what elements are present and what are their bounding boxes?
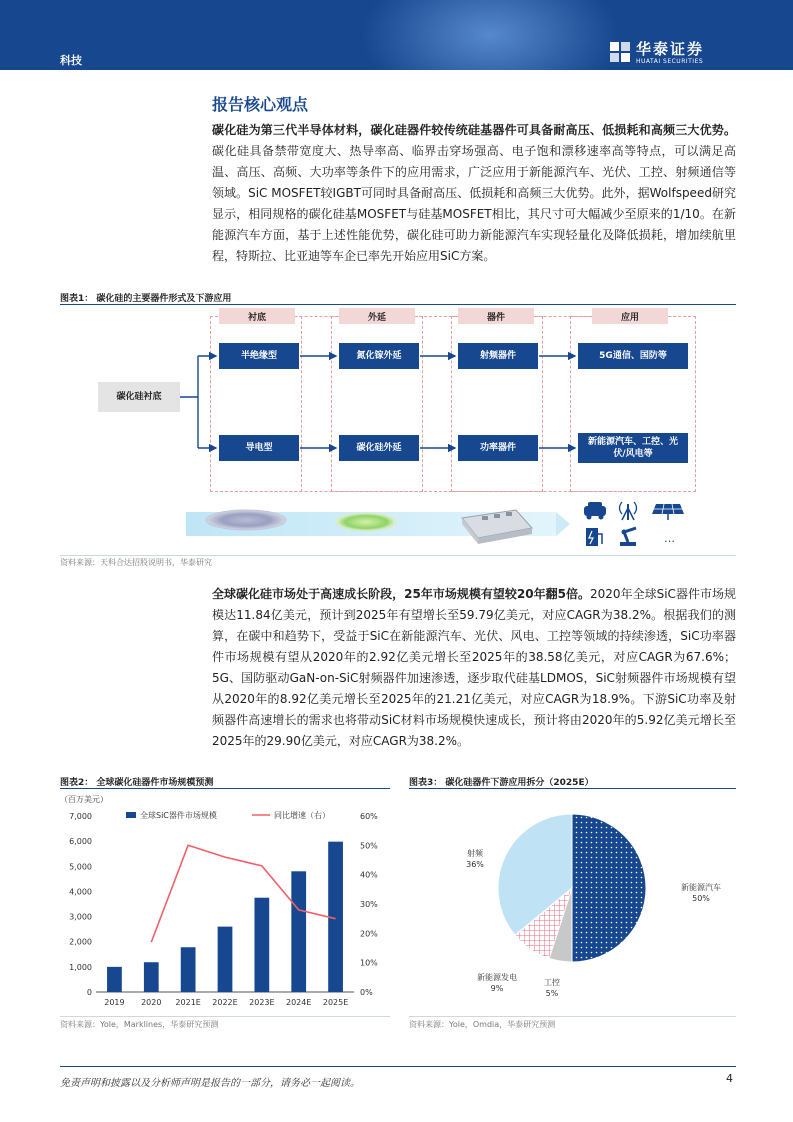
node-rf-device: 射频器件 bbox=[458, 343, 538, 369]
brand-sub: HUATAI SECURITIES bbox=[636, 58, 704, 65]
figure1-bottom-rule bbox=[60, 555, 736, 556]
bar-2023E bbox=[254, 898, 269, 992]
paragraph-intro-body: 碳化硅具备禁带宽度大、热导率高、临界击穿场强高、电子饱和漂移速率高等特点，可以满足高温、高压、高频、大功率等条件下的应用需求，广泛应用于新能源汽车、光伏、工控、射频通信等领域。SiC MOSFET较IGBT可同时具备耐高压、低损耗和高频三大优势。此外，据Wolfspeed研究显示，相同规格的碳化硅基MOSFET与硅基MOSFET相比，其尺寸可大幅减少至原来的1/10。在新能源汽车方面，基于上述性能优势，碳化硅可助力新能源汽车实现轻量化及降低损耗，增加续航里程，特斯拉、比亚迪等车企已率先开始应用SiC方案。 bbox=[212, 144, 736, 263]
section-label: 科技 bbox=[60, 54, 82, 67]
x-tick-label: 2025E bbox=[322, 998, 349, 1007]
legend-bar-swatch bbox=[126, 812, 136, 818]
paragraph-intro-lead: 碳化硅为第三代半导体材料，碳化硅器件较传统硅基器件可具备耐高压、低损耗和高频三大优势。 bbox=[212, 123, 736, 137]
car-icon bbox=[584, 502, 606, 520]
figure3-source: 资料来源：Yole，Omdia，华泰研究预测 bbox=[409, 1020, 556, 1029]
brand-name: 华泰证券 bbox=[636, 40, 705, 58]
node-conductive: 导电型 bbox=[219, 435, 299, 461]
bar-2022E bbox=[218, 927, 233, 992]
figure1-title: 图表1： 碳化硅的主要器件形式及下游应用 bbox=[60, 294, 232, 304]
pie-value-label: 36% bbox=[466, 860, 484, 869]
figure1-top-rule bbox=[60, 304, 736, 305]
y-tick-label: 2,000 bbox=[69, 937, 92, 947]
figure1-product-banner bbox=[186, 498, 696, 552]
y-tick-label: 3,000 bbox=[69, 912, 92, 922]
pie-value-label: 5% bbox=[545, 989, 559, 998]
header-banner bbox=[0, 0, 793, 70]
figure2-source: 资料来源：Yole，Marklines，华泰研究预测 bbox=[60, 1020, 219, 1029]
y2-tick-label: 60% bbox=[360, 812, 378, 821]
node-app-5g: 5G通信、国防等 bbox=[578, 343, 688, 369]
paragraph-market-body: 2020年全球SiC器件市场规模达11.84亿美元，预计到2025年有望增长至59.79亿美元，对应CAGR为38.2%。根据我们的测算，在碳中和趋势下，受益于SiC在新能源汽车、光伏、风电、工控等领域的持续渗透，SiC功率器件市场规模有望从2020年的2.92亿美元增长至2025年的38.58亿美元，对应CAGR为67.6%；5G、国防驱动GaN-on-SiC射频器件加速渗透，逐步取代硅基LDMOS，SiC射频器件市场规模有望从2020年的8.92亿美元增长至2025年的21.21亿美元，对应CAGR为18.9%。下游SiC功率及射频器件高速增长的需求也将带动SiC材料市场规模快速成长，预计将由2020年的5.92亿美元增长至2025年的29.90亿美元，对应CAGR为38.2%。 bbox=[212, 587, 736, 748]
bar-2024E bbox=[291, 871, 306, 992]
x-tick-label: 2021E bbox=[175, 998, 201, 1007]
footer-rule bbox=[60, 1066, 736, 1067]
header-epitaxy: 外延 bbox=[339, 308, 415, 324]
pie-label: 射频 bbox=[467, 849, 483, 858]
x-tick-label: 2020 bbox=[141, 998, 162, 1007]
node-sic-substrate: 碳化硅衬底 bbox=[98, 382, 180, 412]
figure3-bottom-rule bbox=[409, 1016, 736, 1017]
application-split-pie bbox=[409, 790, 736, 1016]
pie-value-label: 50% bbox=[692, 894, 710, 903]
header-substrate: 衬底 bbox=[219, 308, 295, 324]
brand-logo bbox=[608, 38, 738, 66]
y2-tick-label: 20% bbox=[360, 929, 378, 939]
x-tick-label: 2023E bbox=[249, 998, 275, 1007]
epi-wafer-image bbox=[336, 513, 396, 531]
section-title: 报告核心观点 bbox=[212, 95, 309, 114]
bar-2020 bbox=[144, 962, 159, 992]
y2-tick-label: 0% bbox=[360, 988, 373, 997]
legend-bar-label: 全球SiC器件市场规模 bbox=[140, 811, 217, 820]
pie-label: 工控 bbox=[544, 978, 560, 987]
bar-2021E bbox=[181, 947, 196, 992]
header-decoration bbox=[360, 0, 620, 70]
bar-2019 bbox=[107, 967, 122, 992]
node-semi-insulating: 半绝缘型 bbox=[219, 343, 299, 369]
pie-label: 新能源汽车 bbox=[681, 883, 721, 892]
pie-value-label: 9% bbox=[490, 984, 504, 993]
y-tick-label: 1,000 bbox=[69, 962, 92, 972]
y2-tick-label: 40% bbox=[360, 870, 378, 880]
y2-tick-label: 10% bbox=[360, 958, 378, 968]
legend-line-label: 同比增速（右） bbox=[274, 811, 330, 820]
pie-label: 新能源发电 bbox=[477, 973, 517, 982]
y-tick-label: 7,000 bbox=[69, 812, 92, 821]
y-tick-label: 6,000 bbox=[69, 837, 92, 847]
node-sic-epitaxy: 碳化硅外延 bbox=[339, 435, 419, 461]
x-tick-label: 2024E bbox=[286, 998, 312, 1007]
market-size-chart bbox=[58, 790, 392, 1016]
figure3-title: 图表3： 碳化硅器件下游应用拆分（2025E） bbox=[409, 778, 594, 788]
figure3-top-rule bbox=[409, 788, 736, 789]
growth-rate-line bbox=[151, 845, 335, 942]
node-gan-epitaxy: 氮化镓外延 bbox=[339, 343, 419, 369]
paragraph-market bbox=[212, 584, 736, 752]
page-number: 4 bbox=[726, 1072, 733, 1085]
wafer-image bbox=[206, 510, 286, 530]
y-axis-unit-label: （百万美元） bbox=[60, 795, 108, 804]
more-apps-ellipsis: … bbox=[664, 532, 675, 545]
solar-panel-icon bbox=[652, 504, 684, 520]
footer-disclaimer: 免责声明和披露以及分析师声明是报告的一部分，请务必一起阅读。 bbox=[60, 1078, 360, 1089]
robot-arm-icon bbox=[620, 528, 636, 546]
figure2-title: 图表2： 全球碳化硅器件市场规模预测 bbox=[60, 778, 214, 788]
header-application: 应用 bbox=[592, 308, 668, 324]
paragraph-market-lead: 全球碳化硅市场处于高速成长阶段，25年市场规模有望较20年翻5倍。 bbox=[212, 587, 591, 601]
antenna-icon bbox=[620, 502, 637, 520]
brand-mark-icon bbox=[608, 40, 632, 64]
figure1-source: 资料来源：天科合达招股说明书，华泰研究 bbox=[60, 558, 212, 567]
pie-slice-0 bbox=[572, 814, 646, 962]
y-tick-label: 5,000 bbox=[69, 862, 92, 872]
y-tick-label: 4,000 bbox=[69, 887, 92, 897]
y-tick-label: 0 bbox=[86, 988, 92, 997]
node-power-device: 功率器件 bbox=[458, 435, 538, 461]
header-device: 器件 bbox=[458, 308, 534, 324]
x-tick-label: 2019 bbox=[104, 998, 125, 1007]
y2-tick-label: 50% bbox=[360, 841, 378, 851]
figure2-bottom-rule bbox=[60, 1016, 390, 1017]
x-tick-label: 2022E bbox=[212, 998, 238, 1007]
figure2-top-rule bbox=[60, 788, 390, 789]
paragraph-intro bbox=[212, 120, 736, 267]
charging-station-icon bbox=[586, 528, 602, 546]
y2-tick-label: 30% bbox=[360, 900, 378, 909]
node-app-ev: 新能源汽车、工控、光伏/风电等 bbox=[578, 433, 688, 463]
chart-legend bbox=[126, 810, 330, 820]
